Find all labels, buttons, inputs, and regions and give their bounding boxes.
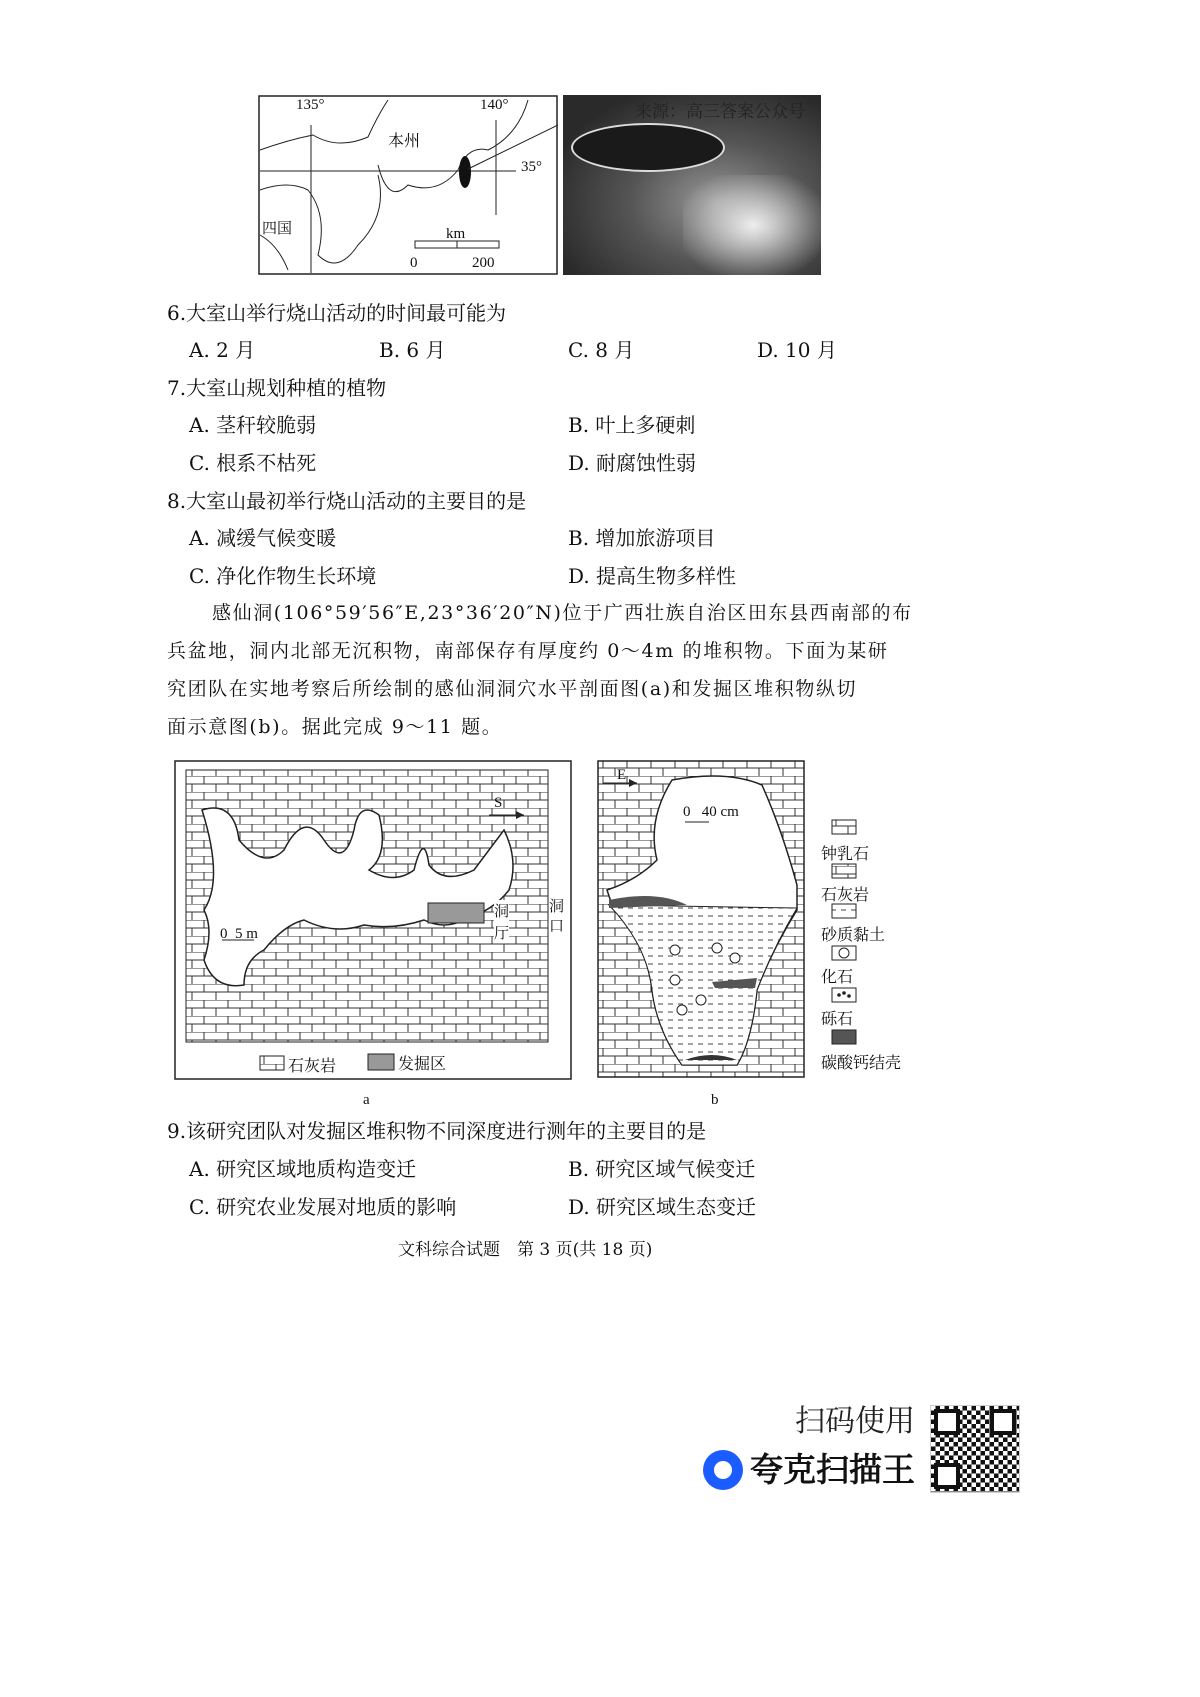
fig-a-legend-dig: 发掘区: [398, 1056, 447, 1073]
fig-a-scale: 0 5 m: [220, 926, 258, 942]
scanner-brand: 夸克扫描王: [750, 1450, 915, 1489]
q7-option-c: C. 根系不枯死: [189, 451, 317, 475]
smoke: [683, 175, 821, 275]
map-label-honshu: 本州: [388, 133, 421, 150]
q9-stem: 9.该研究团队对发掘区堆积物不同深度进行测年的主要目的是: [167, 1119, 707, 1143]
qr-code[interactable]: [930, 1405, 1020, 1493]
legend-sandy-clay: 砂质黏土: [821, 927, 886, 944]
crater: [571, 123, 725, 172]
volcano-photo: [563, 95, 821, 275]
fig-a-mouth-2: 口: [549, 915, 564, 936]
q6-stem: 6.大室山举行烧山活动的时间最可能为: [167, 301, 507, 325]
q8-option-a: A. 减缓气候变暖: [189, 526, 337, 550]
legend-limestone: 石灰岩: [821, 887, 870, 904]
q7-stem: 7.大室山规划种植的植物: [167, 376, 387, 400]
legend-calcium-crust: 碳酸钙结壳: [821, 1055, 902, 1072]
legend-fossil: 化石: [821, 969, 854, 986]
legend-stalactite: 钟乳石: [821, 846, 870, 863]
map-label-shikoku: 四国: [262, 221, 293, 237]
fig-a-caption: a: [363, 1092, 370, 1108]
fig-a-legend-limestone: 石灰岩: [288, 1058, 337, 1075]
q9-option-c: C. 研究农业发展对地质的影响: [189, 1195, 457, 1219]
passage-line-4: 面示意图(b)。据此完成 9～11 题。: [167, 716, 503, 738]
q6-option-a: A. 2 月: [189, 338, 256, 362]
q7-option-b: B. 叶上多硬刺: [568, 413, 696, 437]
scan-hint: 扫码使用: [795, 1404, 915, 1439]
q9-option-b: B. 研究区域气候变迁: [568, 1157, 756, 1181]
q9-option-d: D. 研究区域生态变迁: [568, 1195, 757, 1219]
legend-gravel: 砾石: [821, 1011, 854, 1028]
fig-a-direction: S: [494, 795, 503, 811]
q6-option-d: D. 10 月: [757, 338, 837, 362]
q6-option-c: C. 8 月: [568, 338, 635, 362]
fig-a-hall-1: 洞: [494, 900, 509, 921]
photo-watermark: 来源：高三答案公众号: [635, 102, 805, 121]
q7-option-d: D. 耐腐蚀性弱: [568, 451, 697, 475]
page-footer: 文科综合试题 第 3 页(共 18 页): [398, 1240, 653, 1260]
map-lon-140: 140°: [480, 97, 509, 113]
map-lon-135: 135°: [296, 97, 325, 113]
fig-b-caption: b: [711, 1092, 719, 1108]
q8-option-d: D. 提高生物多样性: [568, 564, 737, 588]
q8-stem: 8.大室山最初举行烧山活动的主要目的是: [167, 489, 527, 513]
map-lat-35: 35°: [521, 159, 542, 175]
passage-line-3: 究团队在实地考察后所绘制的感仙洞洞穴水平剖面图(a)和发掘区堆积物纵切: [167, 678, 858, 700]
map-scale-0: 0: [410, 255, 418, 271]
fig-b-scale: 0 40 cm: [683, 804, 739, 820]
q8-option-c: C. 净化作物生长环境: [189, 564, 377, 588]
fig-a-hall-2: 厅: [494, 922, 509, 943]
q8-option-b: B. 增加旅游项目: [568, 526, 716, 550]
fig-b-direction: E: [617, 767, 627, 783]
japan-map: [258, 95, 558, 275]
fig-a-mouth-1: 洞: [549, 895, 564, 916]
q9-option-a: A. 研究区域地质构造变迁: [189, 1157, 417, 1181]
passage-line-2: 兵盆地，洞内北部无沉积物，南部保存有厚度约 0～4m 的堆积物。下面为某研: [167, 640, 889, 662]
q6-option-b: B. 6 月: [379, 338, 446, 362]
passage-line-1: 感仙洞(106°59′56″E,23°36′20″N)位于广西壮族自治区田东县西南部的布: [212, 602, 913, 624]
map-scale-200: 200: [472, 255, 495, 271]
map-scale-unit: km: [446, 226, 466, 242]
cave-plan-figure-a: [174, 760, 572, 1082]
quark-logo-icon: [703, 1450, 743, 1490]
q7-option-a: A. 茎秆较脆弱: [189, 413, 317, 437]
